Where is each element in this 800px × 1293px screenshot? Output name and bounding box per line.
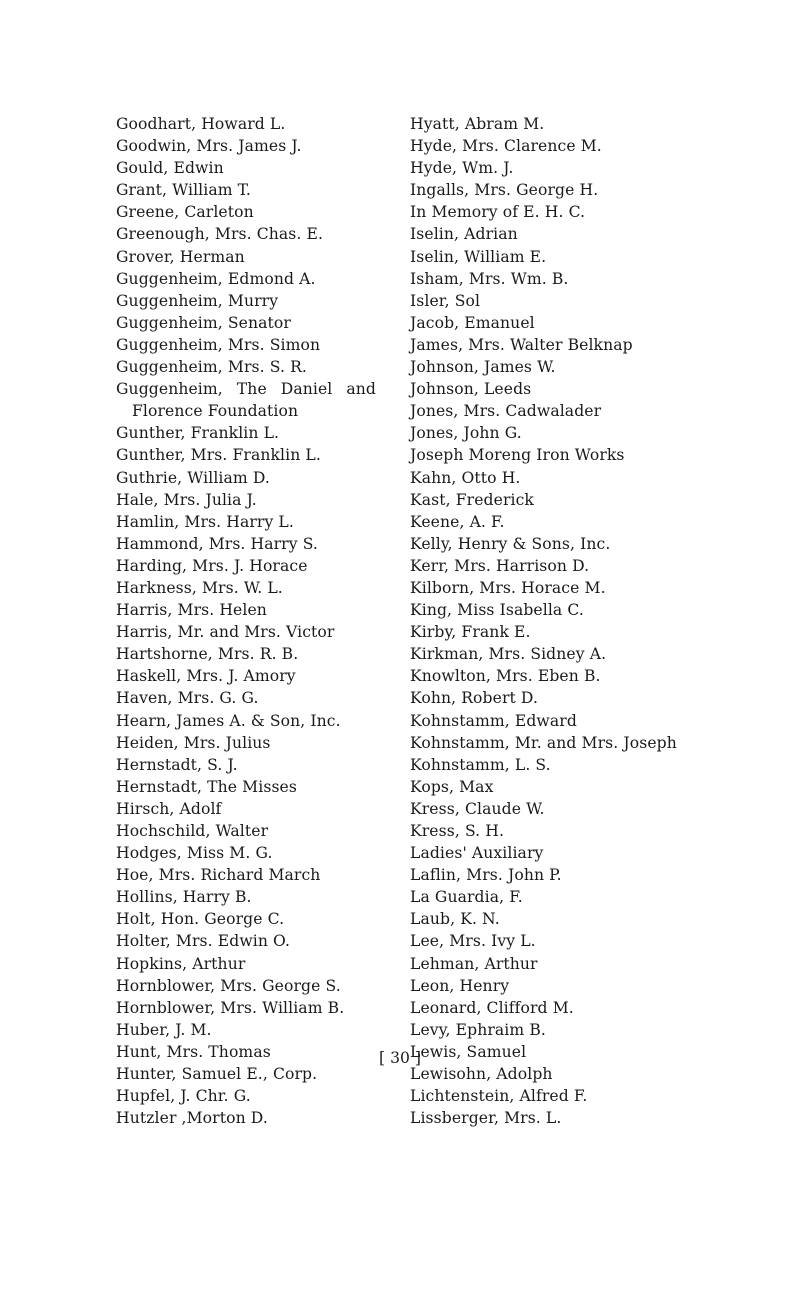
name-entry: Gould, Edwin (116, 159, 224, 178)
left-name-column (116, 113, 396, 1129)
name-entry: Hernstadt, S. J. (116, 755, 238, 774)
name-entry: Grover, Herman (116, 247, 245, 266)
name-entry: Lichtenstein, Alfred F. (410, 1087, 588, 1106)
name-entry: James, Mrs. Walter Belknap (410, 335, 633, 354)
name-entry: Hochschild, Walter (116, 822, 269, 840)
name-entry: Kast, Frederick (410, 490, 534, 509)
name-entry: Harding, Mrs. J. Horace (116, 556, 308, 575)
name-entry: Harkness, Mrs. W. L. (116, 578, 283, 597)
name-entry: Holt, Hon. George C. (116, 910, 285, 929)
name-entry: Jacob, Emanuel (410, 313, 535, 332)
name-entry: Kops, Max (410, 777, 494, 796)
name-entry: Guggenheim, Mrs. S. R. (116, 358, 307, 377)
name-entry: Leonard, Clifford M. (410, 998, 574, 1017)
name-entry: Lee, Mrs. Ivy L. (410, 932, 536, 951)
right-name-column (410, 113, 740, 1129)
name-entry: Heiden, Mrs. Julius (116, 733, 271, 752)
name-entry: Hupfel, J. Chr. G. (116, 1087, 251, 1106)
name-entry: Huber, J. M. (116, 1020, 212, 1039)
name-entry: Hyatt, Abram M. (410, 115, 545, 133)
name-entry: Greenough, Mrs. Chas. E. (116, 225, 324, 244)
name-entry: Guggenheim, Edmond A. (116, 269, 316, 288)
name-entry: Kirkman, Mrs. Sidney A. (410, 645, 607, 664)
name-entry: Lewisohn, Adolph (410, 1065, 553, 1084)
name-entry: Isler, Sol (410, 291, 481, 310)
name-entry: Isham, Mrs. Wm. B. (410, 269, 569, 288)
name-entry: Kress, Claude W. (410, 799, 545, 818)
name-entry: Kelly, Henry & Sons, Inc. (410, 534, 611, 553)
name-entry: Hernstadt, The Misses (116, 777, 297, 796)
name-entry: Hammond, Mrs. Harry S. (116, 534, 318, 553)
name-entry: Greene, Carleton (116, 203, 254, 222)
name-entry: Hearn, James A. & Son, Inc. (116, 711, 341, 730)
name-entry: Haven, Mrs. G. G. (116, 689, 259, 708)
name-entry: Hartshorne, Mrs. R. B. (116, 645, 299, 664)
name-entry: Levy, Ephraim B. (410, 1020, 546, 1039)
name-entry: Hodges, Miss M. G. (116, 844, 273, 863)
name-entry: Lewis, Samuel (410, 1042, 527, 1061)
name-entry: Keene, A. F. (410, 512, 505, 531)
name-entry: Hutzler ,Morton D. (116, 1109, 268, 1128)
name-entry: Lissberger, Mrs. L. (410, 1109, 562, 1128)
name-entry: Guggenheim, The Daniel and (116, 380, 376, 399)
name-entry: Hopkins, Arthur (116, 954, 246, 973)
name-entry: Haskell, Mrs. J. Amory (116, 667, 296, 686)
name-entry: Gunther, Mrs. Franklin L. (116, 446, 321, 465)
name-entry: Kilborn, Mrs. Horace M. (410, 578, 606, 597)
name-entry: Ladies' Auxiliary (410, 844, 544, 863)
name-entry: Knowlton, Mrs. Eben B. (410, 667, 601, 686)
name-entry: Kohnstamm, L. S. (410, 755, 551, 774)
name-entry: Holter, Mrs. Edwin O. (116, 932, 291, 951)
name-entry: Kohnstamm, Edward (410, 711, 577, 730)
name-entry: Harris, Mr. and Mrs. Victor (116, 623, 335, 642)
name-entry: Kress, S. H. (410, 822, 505, 840)
name-entry: Kerr, Mrs. Harrison D. (410, 556, 590, 575)
name-entry: Hyde, Wm. J. (410, 159, 514, 178)
name-entry: Harris, Mrs. Helen (116, 601, 267, 620)
name-entry: Goodhart, Howard L. (116, 115, 286, 133)
name-entry: Hamlin, Mrs. Harry L. (116, 512, 294, 531)
name-entry: Hornblower, Mrs. William B. (116, 998, 345, 1017)
name-entry: Kohnstamm, Mr. and Mrs. Joseph (410, 733, 677, 752)
name-entry: Joseph Moreng Iron Works (410, 446, 625, 465)
name-entry: Kirby, Frank E. (410, 623, 531, 642)
name-entry: Ingalls, Mrs. George H. (410, 181, 599, 200)
page-number: [ 30 ] (379, 1049, 421, 1067)
name-entry: Jones, Mrs. Cadwalader (410, 402, 602, 421)
name-entry: Guggenheim, Senator (116, 313, 291, 332)
name-entry: Gunther, Franklin L. (116, 424, 280, 443)
name-entry: Guggenheim, Murry (116, 291, 279, 310)
name-entry: Guggenheim, Mrs. Simon (116, 335, 321, 354)
name-entry: Hunter, Samuel E., Corp. (116, 1065, 318, 1084)
name-entry: Johnson, Leeds (410, 380, 532, 399)
name-entry: Lehman, Arthur (410, 954, 538, 973)
name-entry: Kohn, Robert D. (410, 689, 539, 708)
name-entry: La Guardia, F. (410, 888, 523, 907)
name-entry: Hornblower, Mrs. George S. (116, 976, 341, 995)
name-entry: Iselin, William E. (410, 247, 547, 266)
name-entry: Leon, Henry (410, 976, 510, 995)
name-entry: Laub, K. N. (410, 910, 500, 929)
name-entry: Goodwin, Mrs. James J. (116, 137, 302, 156)
name-entry: Hirsch, Adolf (116, 799, 222, 818)
name-entry: Johnson, James W. (410, 358, 556, 377)
name-entry: Hale, Mrs. Julia J. (116, 490, 257, 509)
name-entry: Jones, John G. (410, 424, 522, 443)
name-entry: Kahn, Otto H. (410, 468, 521, 487)
name-entry: Hollins, Harry B. (116, 888, 252, 907)
name-entry: King, Miss Isabella C. (410, 601, 584, 620)
name-entry: Hoe, Mrs. Richard March (116, 866, 321, 885)
name-entry: Iselin, Adrian (410, 225, 518, 244)
name-entry: Laflin, Mrs. John P. (410, 866, 562, 885)
name-entry: Hunt, Mrs. Thomas (116, 1042, 271, 1061)
name-entry: In Memory of E. H. C. (410, 203, 586, 222)
name-entry: Grant, William T. (116, 181, 251, 200)
name-entry: Florence Foundation (132, 402, 299, 421)
name-entry: Hyde, Mrs. Clarence M. (410, 137, 602, 156)
name-entry: Guthrie, William D. (116, 468, 270, 487)
